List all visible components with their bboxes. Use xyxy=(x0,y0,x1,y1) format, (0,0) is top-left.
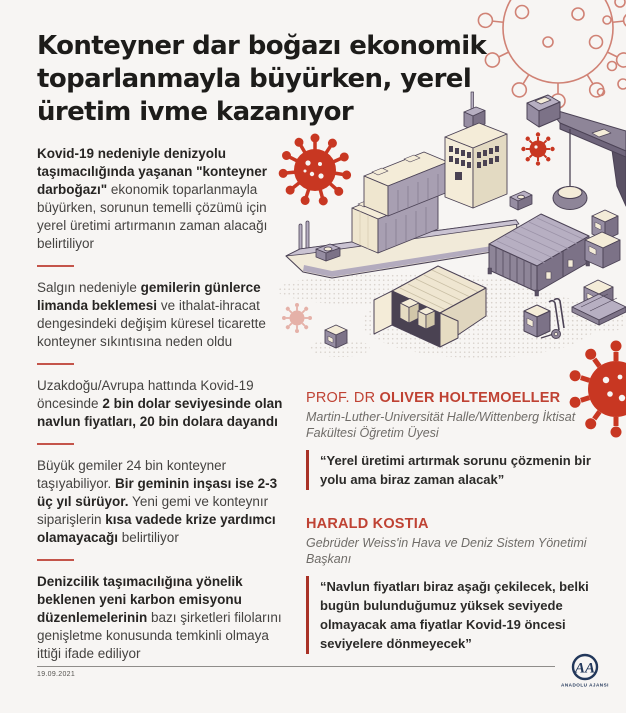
body-paragraphs xyxy=(37,145,295,663)
expert-name xyxy=(306,390,618,406)
body-paragraph: Büyük gemiler 24 bin konteyner taşıyabiliyor. Bir geminin inşası ise 2-3 üç yıl sürüyor. Yeni gemi ve konteynır siparişlerin kısa vadede krize yardımcı olamayacağı belirtiliyor xyxy=(37,458,278,545)
expert-title-prefix: PROF. DR xyxy=(306,390,380,406)
expert-quote-text: “Navlun fiyatları biraz aşağı çekilecek, belki bugün bulunduğumuz yüksek seviyede olmayacak ama fiyatlar Kovid-19 öncesi seviyelere dönmeyecek” xyxy=(320,579,589,651)
expert-affiliation: Gebrüder Weiss'in Hava ve Deniz Sistem Yönetimi Başkanı xyxy=(306,536,587,566)
section-divider xyxy=(37,265,74,267)
footer-divider xyxy=(37,666,555,667)
body-paragraph: Kovid-19 nedeniyle denizyolu taşımacılığında yaşanan "konteyner darboğazı" ekonomik toparlanmayla büyürken, sorunun temelli çözümü için yerel üretimi artırmanın zaman alacağı belirtiliyor xyxy=(37,146,268,251)
expert-block xyxy=(306,516,618,654)
coronavirus-icon xyxy=(521,132,554,165)
expert-name-text: HARALD KOSTIA xyxy=(306,516,429,532)
agency-logo xyxy=(557,653,613,700)
expert-quote xyxy=(306,450,606,490)
expert-name xyxy=(306,516,618,532)
expert-block xyxy=(306,390,618,490)
headline: Konteyner dar boğazı ekonomik toparlanmayla büyürken, yerel üretim ivme kazanıyor xyxy=(37,31,487,127)
body-paragraph: Denizcilik taşımacılığına yönelik beklenen yeni karbon emisyonu düzenlemelerinin bazı şirketleri filolarını genişletme konusunda temkinli olmaya ittiği ifade ediliyor xyxy=(37,574,282,661)
publication-date: 19.09.2021 xyxy=(37,671,76,678)
stacked-boxes-icon xyxy=(585,210,620,268)
expert-affiliation: Martin-Luther-Universität Halle/Wittenberg İktisat Fakültesi Öğretim Üyesi xyxy=(306,410,576,440)
aa-logo-label: ANADOLU AJANSI xyxy=(561,682,609,688)
expert-quote xyxy=(306,576,606,654)
expert-quotes-section xyxy=(306,390,618,654)
expert-quote-text: “Yerel üretimi artırmak sorunu çözmenin bir yolu ama biraz zaman alacak” xyxy=(320,453,591,487)
body-paragraph: Uzakdoğu/Avrupa hattında Kovid-19 öncesinde 2 bin dolar seviyesinde olan navlun fiyatları, 20 bin dolara dayandı xyxy=(37,378,283,429)
expert-name-text: OLIVER HOLTEMOELLER xyxy=(379,390,561,406)
aa-monogram: AA xyxy=(574,660,596,677)
aa-logo-icon xyxy=(557,653,613,695)
section-divider xyxy=(37,363,74,365)
cardboard-box-icon xyxy=(325,325,347,348)
section-divider xyxy=(37,443,74,445)
body-paragraph: Salgın nedeniyle gemilerin günlerce limanda beklemesi ve ithalat-ihracat dengesindeki değişim küresel ticarette konteyner sıkıntısına neden oldu xyxy=(37,280,266,349)
section-divider xyxy=(37,559,74,561)
